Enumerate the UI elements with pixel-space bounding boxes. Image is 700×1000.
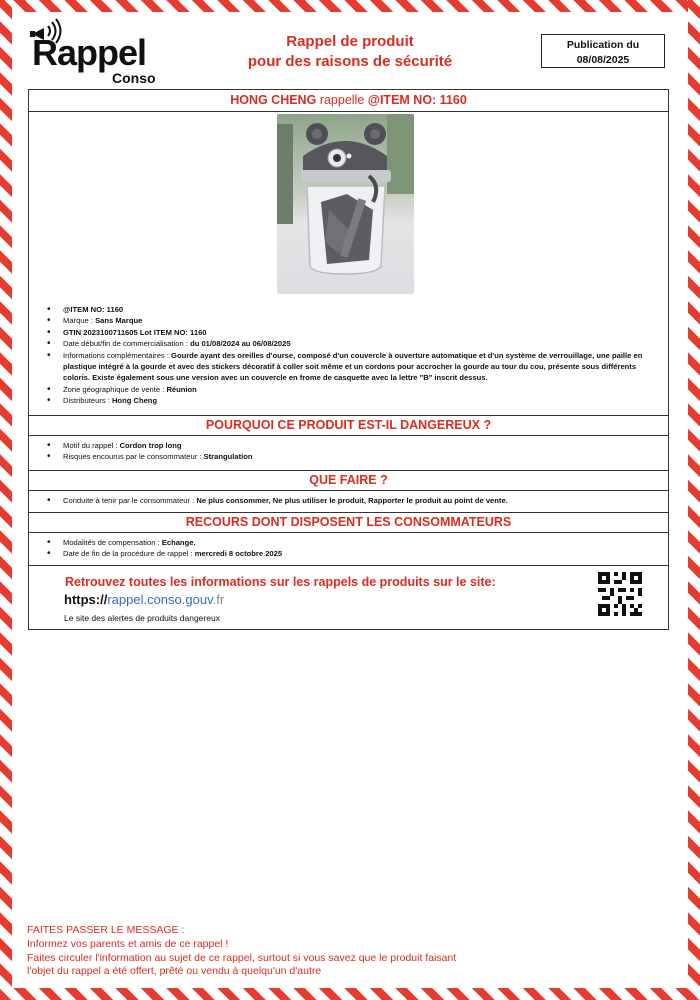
- detail-item: • Zone géographique de vente : Réunion: [47, 384, 647, 395]
- title-line-2: pour des raisons de sécurité: [247, 53, 453, 70]
- detail-item: • Informations complémentaires : Gourde ayant des oreilles d'ourse, composé d'un couvercle à ouverture automatique et d'un système de verrouillage, une paille en plastique intégré à la gourde et avec des stickers décoratif à coller soit même et un cordons pour accrocher la gourde au tour du cou, présente sous différents coloris. Existe également sous une version avec un couvercle en frome de casquette avec la lettre "B" inscrit dessus.: [47, 350, 647, 384]
- logo-wordmark: Rappel: [32, 32, 147, 73]
- section-divider: [29, 565, 668, 566]
- footer-line: Faites circuler l'information au sujet de ce rappel, surtout si vous savez que le produit faisant: [27, 951, 457, 964]
- border-stripe-right: [688, 0, 700, 1000]
- border-stripe-bottom: [0, 988, 700, 1000]
- todo-item: • Conduite à tenir par le consommateur : Ne plus consommer, Ne plus utiliser le produit, Rapporter le produit au point de vente.: [47, 495, 647, 506]
- recall-company: HONG CHENG: [230, 93, 317, 107]
- danger-list: [47, 440, 647, 463]
- recourse-item: • Modalités de compensation : Echange.: [47, 537, 647, 548]
- publication-date: 08/08/2025: [576, 54, 630, 66]
- recourse-heading: RECOURS DONT DISPOSENT LES CONSOMMATEURS: [29, 512, 668, 533]
- detail-item: • Marque : Sans Marque: [47, 315, 647, 326]
- detail-item: • GTIN 2023100711605 Lot ITEM NO: 1160: [47, 327, 647, 338]
- publication-label: Publication du: [566, 39, 640, 51]
- title-line-1: Rappel de produit: [286, 33, 414, 50]
- site-subtitle: Le site des alertes de produits dangereux: [64, 613, 220, 623]
- recall-verb: rappelle: [319, 93, 365, 107]
- page-title: [200, 32, 500, 72]
- info-heading: Retrouvez toutes les informations sur les rappels de produits sur le site:: [65, 575, 496, 589]
- logo-subword: Conso: [112, 70, 156, 86]
- qr-code-icon: [598, 572, 642, 616]
- rappel-conso-logo: [30, 18, 170, 88]
- recourse-item: • Date de fin de la procédure de rappel : mercredi 8 octobre 2025: [47, 548, 647, 559]
- site-link[interactable]: [64, 592, 224, 607]
- footer-line: l'objet du rappel a été offert, prêté ou vendu à quelqu'un d'autre: [27, 965, 322, 978]
- recall-details-box: [28, 89, 669, 630]
- publication-box: [541, 34, 665, 68]
- footer-line: FAITES PASSER LE MESSAGE :: [27, 924, 185, 936]
- recall-product: @ITEM NO: 1160: [367, 93, 467, 107]
- danger-item: • Motif du rappel : Cordon trop long: [47, 440, 647, 451]
- recourse-list: [47, 537, 647, 560]
- bear-ear-bottle-photo: [277, 114, 414, 294]
- product-details-list: [47, 304, 647, 407]
- product-photo: [277, 114, 414, 294]
- border-stripe-top: [0, 0, 700, 12]
- todo-heading: QUE FAIRE ?: [29, 470, 668, 491]
- todo-list: [47, 495, 647, 506]
- border-stripe-left: [0, 0, 12, 1000]
- detail-item: • Date début/fin de commercialisation : du 01/08/2024 au 06/08/2025: [47, 338, 647, 349]
- footer-line: Informez vos parents et amis de ce rappel !: [27, 937, 229, 950]
- detail-item: • Distributeurs : Hong Cheng: [47, 395, 647, 406]
- detail-item: • @ITEM NO: 1160: [47, 304, 647, 315]
- url-tld: .fr: [212, 592, 225, 607]
- url-prefix: https://: [64, 592, 108, 607]
- url-domain: rappel.conso.gouv: [107, 592, 213, 607]
- recall-header-band: [29, 90, 668, 112]
- danger-heading: POURQUOI CE PRODUIT EST-IL DANGEREUX ?: [29, 415, 668, 436]
- footer-message: [27, 924, 627, 979]
- danger-item: • Risques encourus par le consommateur : Strangulation: [47, 451, 647, 462]
